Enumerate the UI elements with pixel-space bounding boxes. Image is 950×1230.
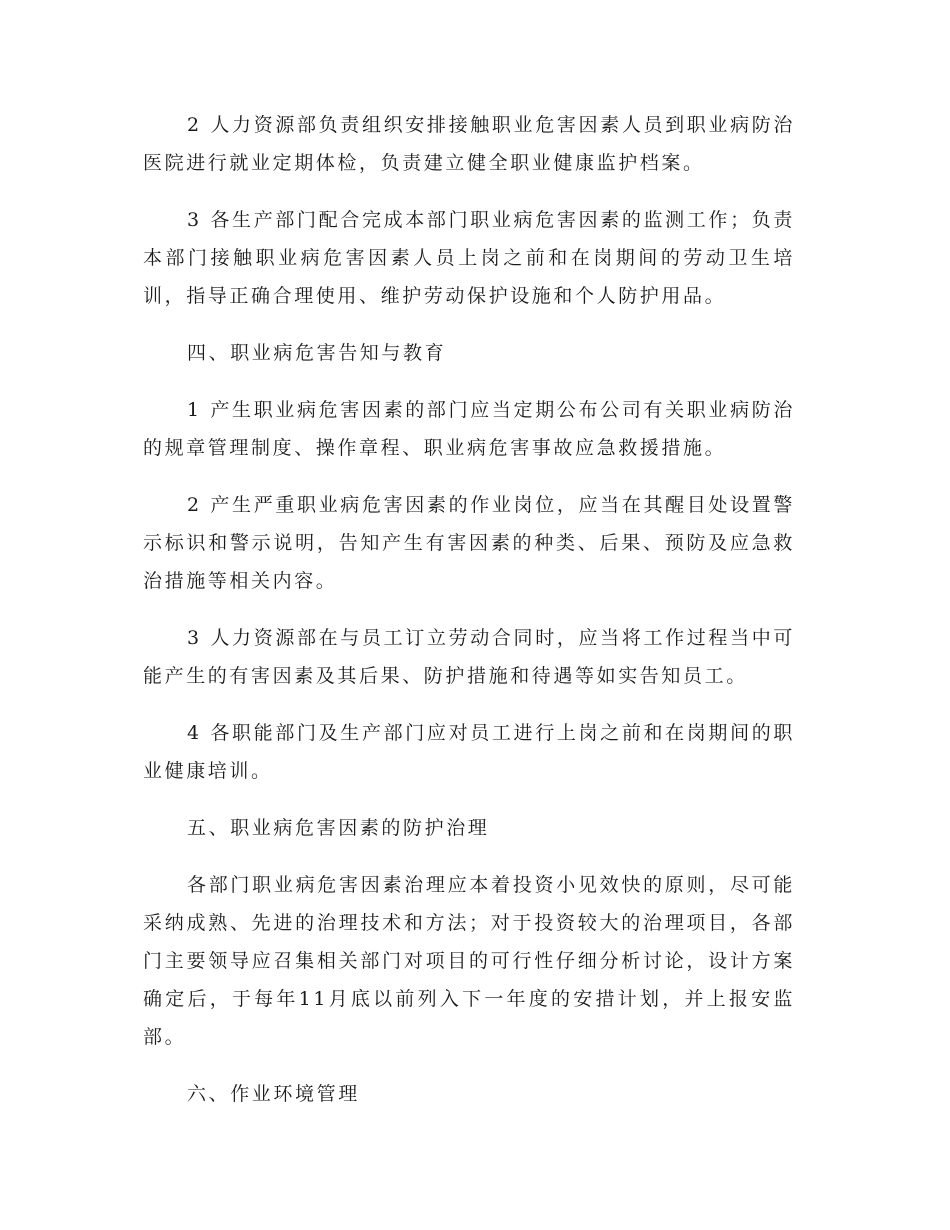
section-heading-notification-education: 四、职业病危害告知与教育 (187, 342, 447, 364)
section-heading-work-environment: 六、作业环境管理 (187, 1083, 360, 1105)
paragraph-warning-signs: 2 产生严重职业病危害因素的作业岗位，应当在其醒目处设置警示标识和警示说明，告知产生有害因素的种类、后果、预防及应急救治措施等相关内容。 (143, 494, 795, 592)
paragraph-hr-health-exam: 2 人力资源部负责组织安排接触职业危害因素人员到职业病防治医院进行就业定期体检，负责建立健全职业健康监护档案。 (143, 114, 795, 174)
section-heading-hazard-control: 五、职业病危害因素的防护治理 (187, 817, 490, 839)
paragraph-hazard-governance: 各部门职业病危害因素治理应本着投资小见效快的原则，尽可能采纳成熟、先进的治理技术和方法；对于投资较大的治理项目，各部门主要领导应召集相关部门对项目的可行性仔细分析讨论，设计方案确定后，于每年11月底以前列入下一年度的安措计划，并上报安监部。 (143, 874, 795, 1048)
paragraph-production-monitoring: 3 各生产部门配合完成本部门职业病危害因素的监测工作；负责本部门接触职业病危害因素人员上岗之前和在岗期间的劳动卫生培训，指导正确合理使用、维护劳动保护设施和个人防护用品。 (143, 209, 795, 307)
paragraph-health-training: 4 各职能部门及生产部门应对员工进行上岗之前和在岗期间的职业健康培训。 (143, 722, 795, 782)
document-page (143, 106, 795, 1132)
paragraph-labor-contract: 3 人力资源部在与员工订立劳动合同时，应当将工作过程当中可能产生的有害因素及其后果、防护措施和待遇等如实告知员工。 (143, 627, 795, 687)
paragraph-publish-rules: 1 产生职业病危害因素的部门应当定期公布公司有关职业病防治的规章管理制度、操作章程、职业病危害事故应急救援措施。 (143, 399, 795, 459)
